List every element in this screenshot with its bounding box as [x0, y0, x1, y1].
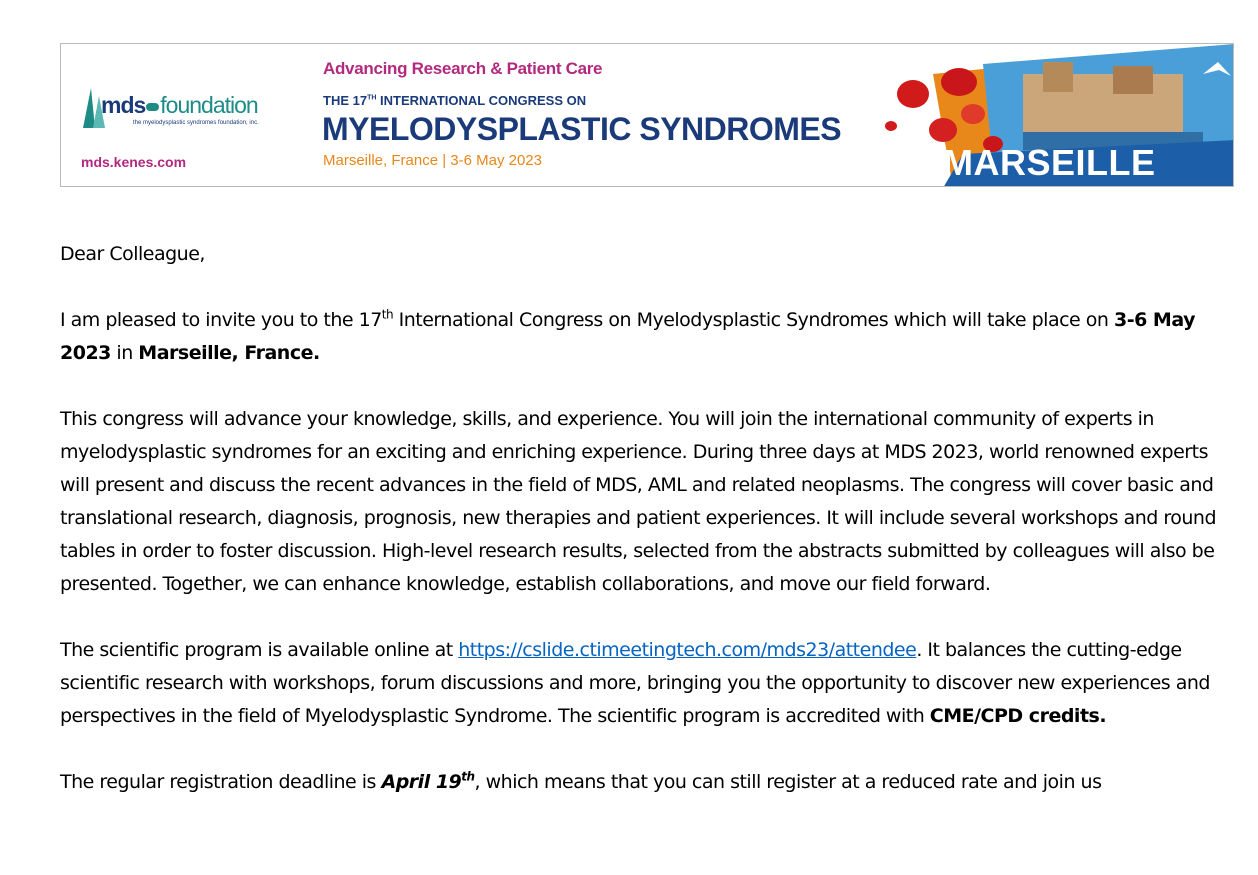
- congress-edition-ordinal: TH: [367, 94, 377, 102]
- logo-wordmark: [101, 92, 258, 119]
- program-paragraph: [60, 634, 1235, 733]
- congress-banner: [60, 43, 1234, 187]
- invitation-text: I am pleased to invite you to the 17: [60, 309, 382, 331]
- ordinal-suffix: th: [381, 307, 394, 322]
- greeting: Dear Colleague,: [60, 243, 205, 265]
- program-text: The scientific program is available online at: [60, 639, 459, 661]
- invitation-paragraph: [60, 304, 1235, 370]
- deadline-ordinal: th: [461, 769, 475, 784]
- banner-tagline: Advancing Research & Patient Care: [323, 59, 603, 78]
- cme-credits: CME/CPD credits.: [929, 705, 1107, 727]
- congress-edition-text: INTERNATIONAL CONGRESS ON: [376, 93, 587, 108]
- congress-edition: [323, 93, 586, 108]
- congress-dates: 3-6 May 2023: [60, 309, 1195, 364]
- letter-body: [60, 238, 1235, 832]
- program-text: . It balances the cutting-edge scientific research with workshops, forum discussions and more, bringing you the opportunity to discover new experiences and perspectives in the field of Myelodysplastic Syndrome. The scientific program is accredited with: [60, 639, 1210, 727]
- logo-foundation: foundation: [160, 92, 258, 118]
- registration-deadline: April 19: [381, 771, 462, 793]
- registration-text: , which means that you can still register at a reduced rate and join us: [474, 771, 1102, 793]
- website-link[interactable]: mds.kenes.com: [81, 154, 187, 170]
- congress-edition-number: THE 17: [323, 93, 368, 108]
- congress-venue-date: Marseille, France | 3-6 May 2023: [323, 152, 542, 169]
- congress-title: MYELODYSPLASTIC SYNDROMES: [322, 111, 842, 147]
- registration-text: The regular registration deadline is: [60, 771, 382, 793]
- logo-dot-icon: [146, 103, 159, 111]
- logo-mds: mds: [101, 92, 146, 118]
- congress-location: Marseille, France.: [138, 342, 320, 364]
- program-link[interactable]: https://cslide.ctimeetingtech.com/mds23/attendee: [458, 639, 917, 661]
- registration-paragraph: [60, 766, 1235, 799]
- invitation-text: International Congress on Myelodysplastic Syndromes which will take place on: [393, 309, 1114, 331]
- city-label: MARSEILLE: [943, 142, 1156, 183]
- logo-subtitle: the myelodysplastic syndromes foundation, inc.: [133, 120, 259, 126]
- invitation-text: in: [110, 342, 139, 364]
- congress-description-paragraph: This congress will advance your knowledge, skills, and experience. You will join the international community of experts in myelodysplastic syndromes for an exciting and enriching experience. During three days at MDS 2023, world renowned experts will present and discuss the recent advances in the field of MDS, AML and related neoplasms. The congress will cover basic and translational research, diagnosis, prognosis, new therapies and patient experiences. It will include several workshops and round tables in order to foster discussion. High-level research results, selected from the abstracts submitted by colleagues will also be presented. Together, we can enhance knowledge, establish collaborations, and move our field forward.: [60, 408, 1217, 595]
